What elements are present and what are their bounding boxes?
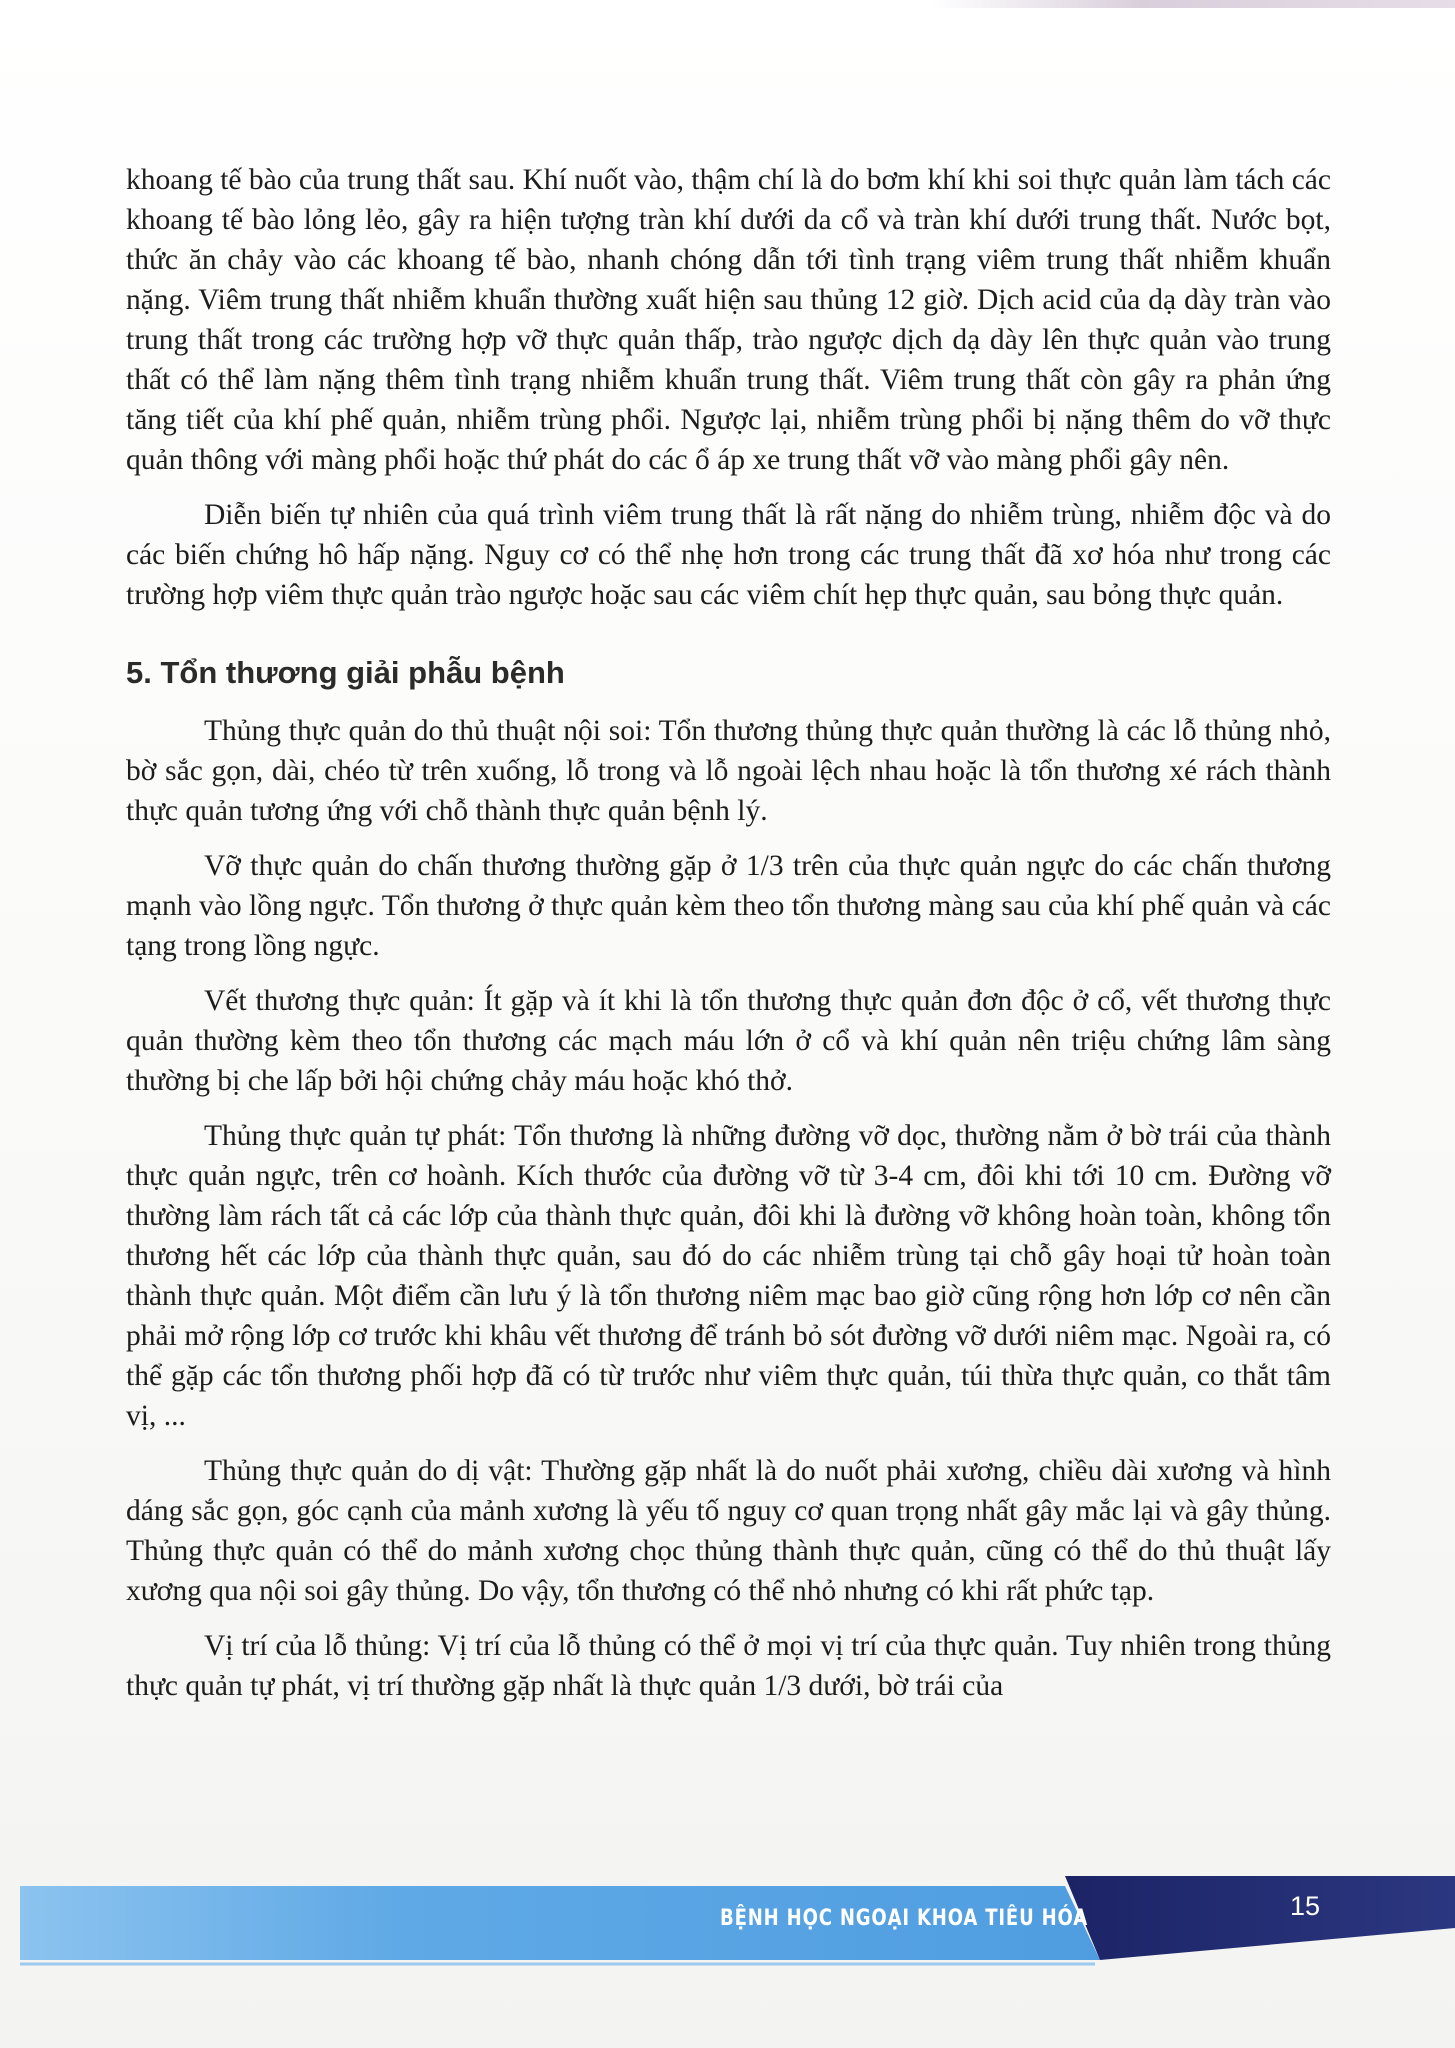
paragraph-esophageal-wound: Vết thương thực quản: Ít gặp và ít khi là tổn thương thực quản đơn độc ở cổ, vết thương thực quản thường kèm theo tổn thương các mạch máu lớn ở cổ và khí quản nên triệu chứng lâm sàng thường bị che lấp bởi hội chứng chảy máu hoặc khó thở. — [126, 985, 1331, 1097]
paragraph-endoscopic-perforation: Thủng thực quản do thủ thuật nội soi: Tổn thương thủng thực quản thường là các lỗ thủng nhỏ, bờ sắc gọn, dài, chéo từ trên xuống, lỗ trong và lỗ ngoài lệch nhau hoặc là tổn thương xé rách thành thực quản tương ứng với chỗ thành thực quản bệnh lý. — [126, 715, 1331, 827]
paragraph-natural-course: Diễn biến tự nhiên của quá trình viêm trung thất là rất nặng do nhiễm trùng, nhiễm độc và do các biến chứng hô hấp nặng. Nguy cơ có thể nhẹ hơn trong các trung thất đã xơ hóa như trong các trường hợp viêm thực quản trào ngược hoặc sau các viêm chít hẹp thực quản, sau bỏng thực quản. — [126, 499, 1331, 611]
page-number: 15 — [1290, 1891, 1321, 1921]
paragraph-spontaneous-perforation: Thủng thực quản tự phát: Tổn thương là những đường vỡ dọc, thường nằm ở bờ trái của thành thực quản ngực, trên cơ hoành. Kích thước của đường vỡ từ 3-4 cm, đôi khi tới 10 cm. Đường vỡ thường làm rách tất cả các lớp của thành thực quản, đôi khi là đường vỡ không hoàn toàn, không tổn thương hết các lớp của thành thực quản, sau đó do các nhiễm trùng tại chỗ gây hoại tử hoàn toàn thành thực quản. Một điểm cần lưu ý là tổn thương niêm mạc bao giờ cũng rộng hơn lớp cơ nên cần phải mở rộng lớp cơ trước khi khâu vết thương để tránh bỏ sót đường vỡ dưới niêm mạc. Ngoài ra, có thể gặp các tổn thương phối hợp đã có từ trước như viêm thực quản, túi thừa thực quản, co thắt tâm vị, ... — [126, 1120, 1331, 1432]
page-body — [126, 160, 1331, 1706]
footer-book-title: BỆNH HỌC NGOẠI KHOA TIÊU HÓA — [720, 1906, 1089, 1931]
paragraph-perforation-location: Vị trí của lỗ thủng: Vị trí của lỗ thủng có thể ở mọi vị trí của thực quản. Tuy nhiên trong thủng thực quản tự phát, vị trí thường gặp nhất là thực quản 1/3 dưới, bờ trái của — [126, 1630, 1331, 1702]
section-heading: 5. Tổn thương giải phẫu bệnh — [126, 655, 565, 690]
paragraph-trauma-rupture: Vỡ thực quản do chấn thương thường gặp ở 1/3 trên của thực quản ngực do các chấn thương mạnh vào lồng ngực. Tổn thương ở thực quản kèm theo tổn thương màng sau của khí phế quản và các tạng trong lồng ngực. — [126, 850, 1331, 962]
paragraph-foreign-body-perforation: Thủng thực quản do dị vật: Thường gặp nhất là do nuốt phải xương, chiều dài xương và hình dáng sắc gọn, góc cạnh của mảnh xương là yếu tố nguy cơ quan trọng nhất gây mắc lại và gây thủng. Thủng thực quản có thể do mảnh xương chọc thủng thành thực quản, cũng có thể do thủ thuật lấy xương qua nội soi gây thủng. Do vậy, tổn thương có thể nhỏ nhưng có khi rất phức tạp. — [126, 1455, 1331, 1607]
footer-navy-band — [1065, 1876, 1455, 1960]
top-edge-strip — [930, 0, 1455, 8]
paragraph-mediastinum-spread: khoang tế bào của trung thất sau. Khí nuốt vào, thậm chí là do bơm khí khi soi thực quản làm tách các khoang tế bào lỏng lẻo, gây ra hiện tượng tràn khí dưới da cổ và tràn khí dưới trung thất. Nước bọt, thức ăn chảy vào các khoang tế bào, nhanh chóng dẫn tới tình trạng viêm trung thất nhiễm khuẩn nặng. Viêm trung thất nhiễm khuẩn thường xuất hiện sau thủng 12 giờ. Dịch acid của dạ dày tràn vào trung thất trong các trường hợp vỡ thực quản thấp, trào ngược dịch dạ dày lên thực quản vào trung thất có thể làm nặng thêm tình trạng nhiễm khuẩn trung thất. Viêm trung thất còn gây ra phản ứng tăng tiết của khí phế quản, nhiễm trùng phổi. Ngược lại, nhiễm trùng phổi bị nặng thêm do vỡ thực quản thông với màng phổi hoặc thứ phát do các ổ áp xe trung thất vỡ vào màng phổi gây nên. — [126, 164, 1331, 476]
